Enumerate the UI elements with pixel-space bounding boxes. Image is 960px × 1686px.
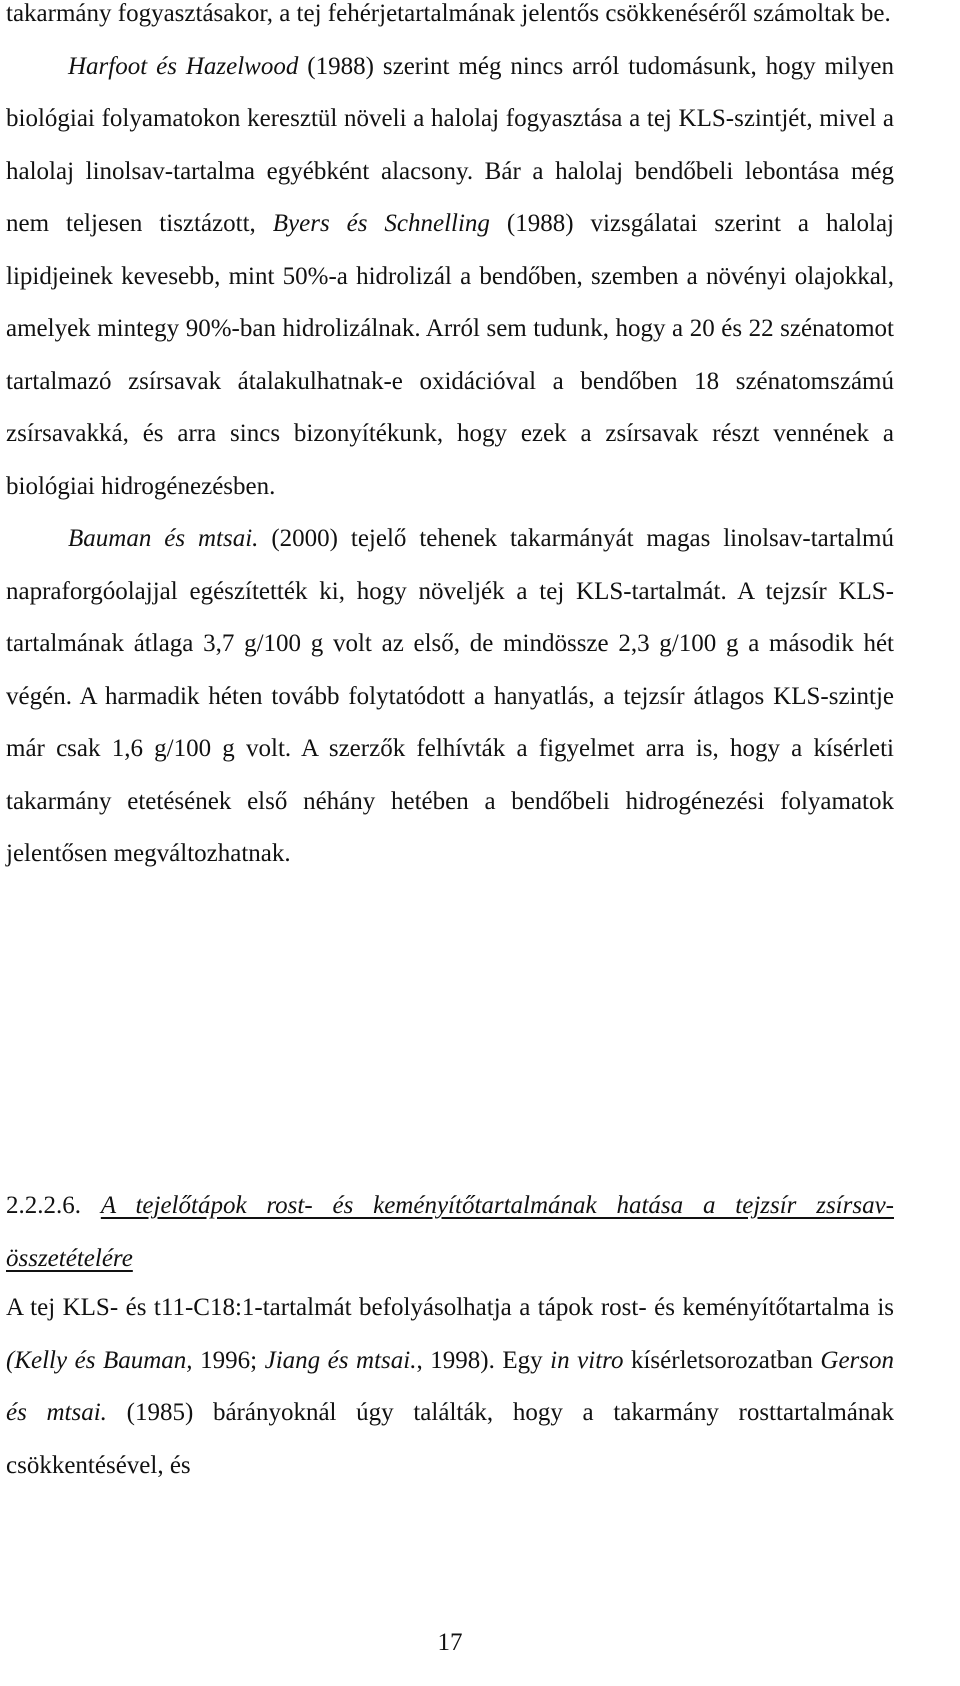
citation-harfoot: Harfoot és Hazelwood <box>68 52 299 80</box>
section-title: A tejelőtápok rost- és keményítőtartalmának hatása a tejzsír zsírsav-összetételére <box>6 1192 894 1272</box>
body-text-top <box>6 0 894 881</box>
paragraph-4-text-c: , 1998). Egy <box>416 1346 551 1374</box>
citation-bauman: Bauman és mtsai. <box>68 525 259 552</box>
paragraph-4-text-b: 1996; <box>192 1346 265 1374</box>
section-heading <box>6 1180 894 1285</box>
page-number: 17 <box>437 1629 463 1656</box>
section-number: 2.2.2.6. <box>6 1192 81 1219</box>
paragraph-3-text: (2000) tejelő tehenek takarmányát magas linolsav-tartalmú napraforgóolajjal egészítették ki, hogy növeljék a tej KLS-tartalmát. A tejzsír KLS-tartalmának átlaga 3,7 g/100 g volt az első, de mindössze 2,3 g/100 g a második hét végén. A harmadik héten tovább folytatódott a hanyatlás, a tejzsír átlagos KLS-szintje már csak 1,6 g/100 g volt. A szerzők felhívták a figyelmet arra is, hogy a kísérleti takarmány etetésének első néhány hetében a bendőbeli hidrogénezési folyamatok jelentősen megváltozhatnak. <box>6 525 894 867</box>
paragraph-4-text-a: A tej KLS- és t11-C18:1-tartalmát befolyásolhatja a tápok rost- és keményítőtartalma is <box>6 1294 894 1321</box>
paragraph-4-text-e: (1985) bárányoknál úgy találták, hogy a takarmány rosttartalmának csökkentésével, és <box>6 1399 894 1479</box>
body-text-bottom <box>6 1282 894 1492</box>
citation-kelly: (Kelly és Bauman, <box>6 1346 193 1374</box>
paragraph-4-text-d: kísérletsorozatban <box>623 1346 821 1374</box>
paragraph-1-text: takarmány fogyasztásakor, a tej fehérjetartalmának jelentős csökkenéséről számoltak be. <box>6 0 891 27</box>
citation-jiang: Jiang és mtsai. <box>264 1346 417 1374</box>
in-vitro-term: in vitro <box>550 1346 624 1374</box>
paragraph-2-text-b: (1988) vizsgálatai szerint a halolaj lipidjeinek kevesebb, mint 50%-a hidrolizál a bendőben, szemben a növényi olajokkal, amelyek mintegy 90%-ban hidrolizálnak. Arról sem tudunk, hogy a 20 és 22 szénatomot tartalmazó zsírsavak átalakulhatnak-e oxidációval a bendőben 18 szénatomszámú zsírsavakká, és arra sincs bizonyítékunk, hogy ezek a zsírsavak részt vennének a biológiai hidrogénezésben. <box>6 210 894 500</box>
citation-byers: Byers és Schnelling <box>272 210 490 237</box>
paragraph-2-text-a: (1988) szerint még nincs arról tudomásunk, hogy milyen biológiai folyamatokon keresztül növeli a halolaj fogyasztása a tej KLS-szintjét, mivel a halolaj linolsav-tartalma egyébként alacsony. Bár a halolaj bendőbeli lebontása még nem teljesen tisztázott, <box>6 52 894 237</box>
citation-gerson: Gerson és mtsai. <box>6 1346 895 1426</box>
